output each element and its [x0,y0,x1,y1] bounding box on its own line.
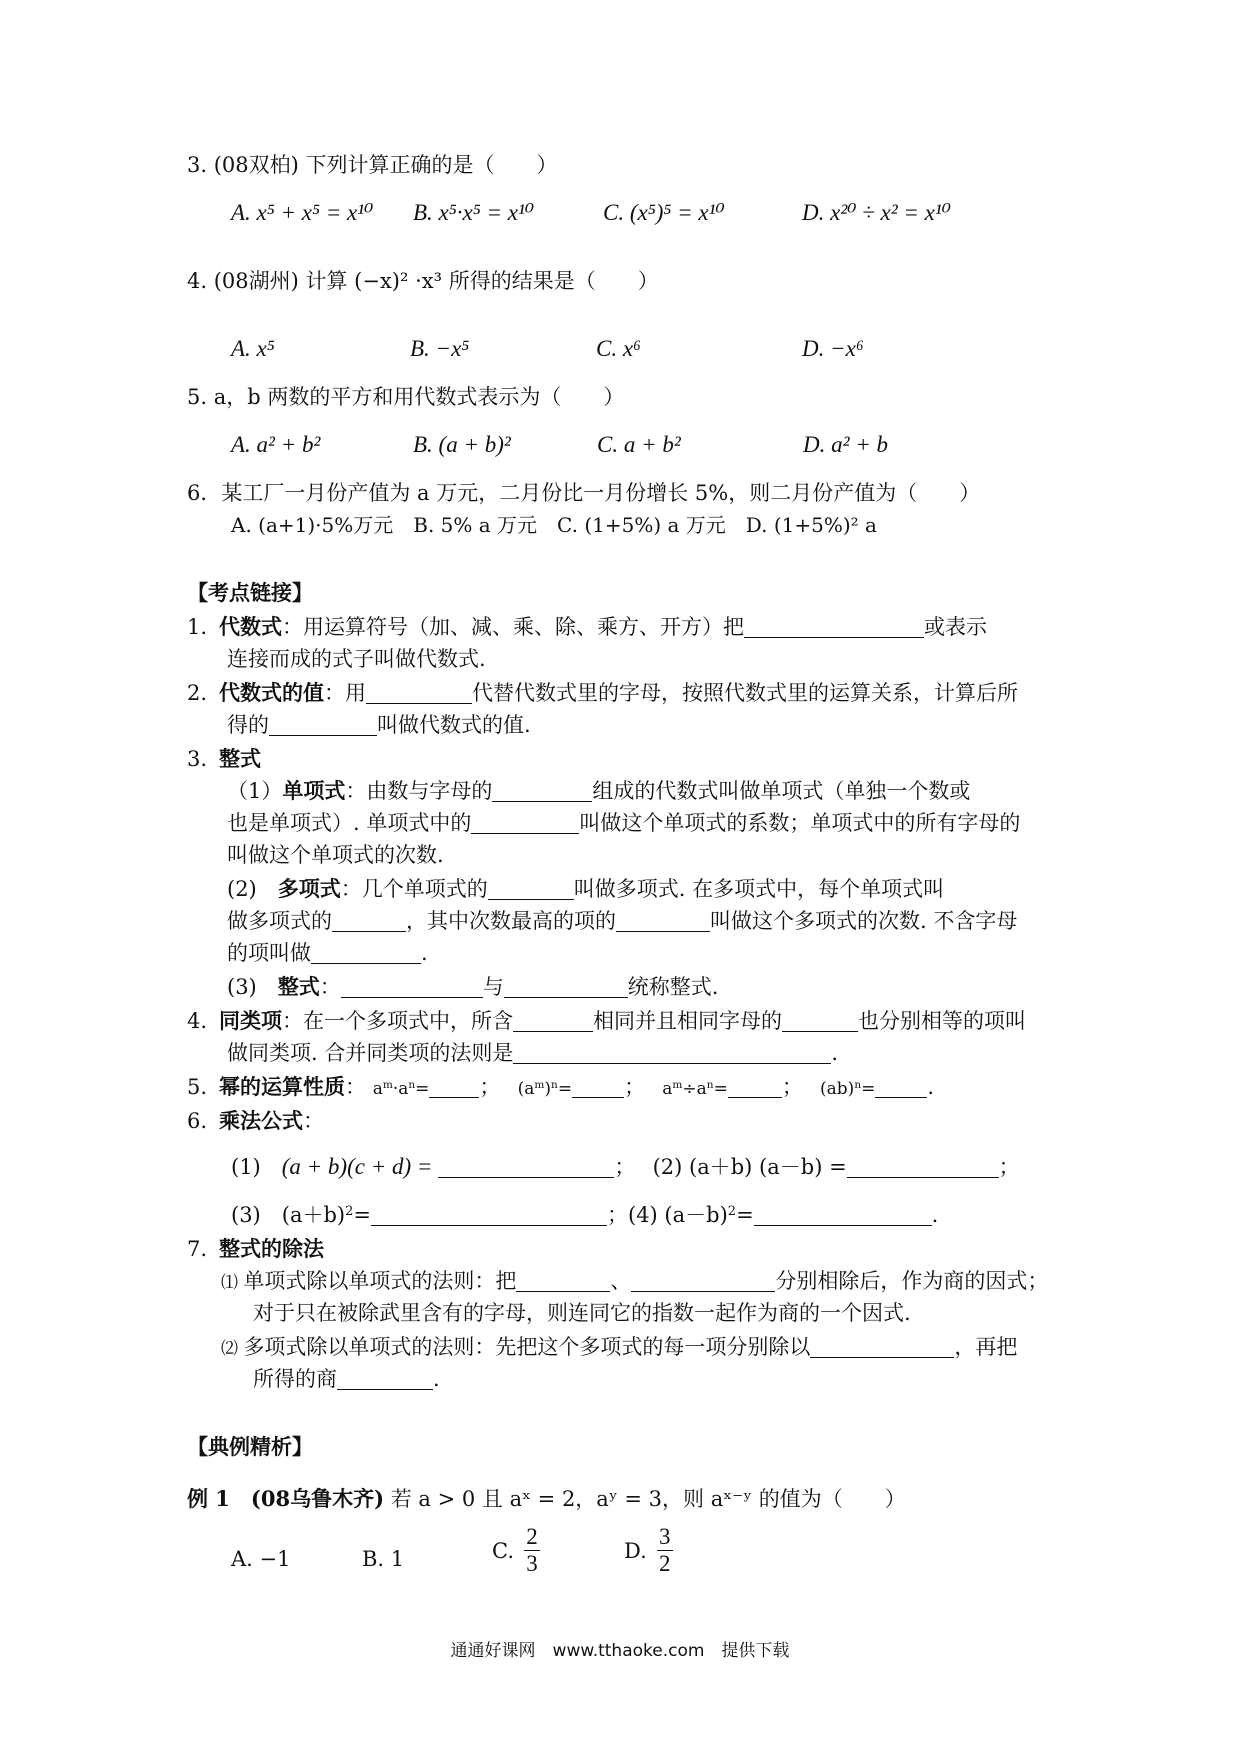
fill-blank[interactable] [513,1043,831,1064]
denominator: 2 [659,1551,671,1576]
text: 、 [610,1269,632,1293]
numerator: 3 [659,1524,671,1549]
kaodian-item-5: 5. 幂的运算性质： $a^m\cdot a^n=$ ； $(a^m)^n=$ ； $a^m\div a^n=$ ； (ab)$^n$= . [187,1074,935,1099]
text: ： [303,1109,324,1133]
fill-blank[interactable] [429,1077,479,1098]
fill-blank[interactable] [572,1077,624,1098]
text: 或表示 [924,615,987,639]
text: . [421,941,428,965]
q3-option-d: D. x²⁰ ÷ x² = x¹⁰ [802,200,952,225]
text: ； [479,1075,511,1099]
section-title-kaodian: 【考点链接】 [187,580,313,605]
text: 也是单项式）. 单项式中的 [227,811,472,835]
fill-blank[interactable] [471,813,579,834]
q4-option-d: D. −x⁶ [802,336,864,361]
text: ：在一个多项式中，所含 [282,1009,513,1033]
text: . [831,1041,839,1065]
power-rule-4: (ab)$^n$= [820,1079,876,1099]
fill-blank[interactable] [875,1077,927,1098]
page-footer: 通通好课网 www.tthaoke.com 提供下载 [450,1641,790,1661]
kaodian-item-1-cont: 连接而成的式子叫做代数式. [227,647,486,671]
fill-blank[interactable] [492,781,592,802]
fill-blank[interactable] [744,617,924,638]
kaodian-item-3-2-end [227,940,428,966]
text: ；(4) $(a-b)^2=$ [607,1203,754,1227]
text: ； [624,1075,656,1099]
term-label: 整式 [277,974,320,999]
text: 组成的代数式叫做单项式（单独一个数或 [592,779,971,803]
fill-blank[interactable] [371,1205,607,1226]
kaodian-item-3-2 [227,876,944,902]
text: 与 [482,975,504,999]
q3-option-c: C. (x⁵)⁵ = x¹⁰ [603,200,725,225]
text: 相同并且相同字母的 [593,1009,782,1033]
q3-option-b: B. x⁵·x⁵ = x¹⁰ [413,200,535,225]
q6-stem: 6．某工厂一月份产值为 a 万元，二月份比一月份增长 5%，则二月份产值为（ ） [187,481,981,505]
kaodian-item-2: 2. 代数式的值：用 代替代数式里的字母，按照代数式里的运算关系，计算后所 [187,680,1018,705]
q4-stem: 4. (08湖州) 计算 (−x)² ·x³ 所得的结果是（ ） [187,269,659,293]
text: ：由数与字母的 [345,779,493,803]
text: (3) $(a+b)^2=$ [231,1203,371,1227]
term-label: 乘法公式 [219,1108,303,1133]
text: . [927,1075,935,1099]
q5-option-d: D. a² + b [803,432,889,457]
q5-option-c: C. a + b² [597,432,681,457]
term-label: 幂的运算性质 [219,1074,345,1099]
multiply-formula-row-2 [231,1202,938,1228]
term-label: 单项式 [282,778,346,803]
power-rule-2: $(a^m)^n=$ [517,1079,573,1099]
fill-blank[interactable] [332,911,406,932]
option-letter: C. [492,1538,514,1563]
text: 单项式除以单项式的法则：把 [243,1269,517,1293]
example-1-option-d [624,1524,673,1577]
text: ： [345,1075,366,1099]
text: ，其中次数最高的项的 [406,909,616,933]
numerator: 2 [526,1524,538,1549]
text: ； (2) (a＋b) (a－b) = [614,1155,847,1179]
kaodian-item-3-1 [227,778,970,804]
fill-blank[interactable] [631,1271,775,1292]
text: (2) [227,877,278,901]
text: ，再把 [954,1335,1018,1359]
kaodian-item-3-1-end: 叫做这个单项式的次数. [227,843,444,867]
text: . [433,1367,440,1391]
example-1-option-a: A. −1 [231,1547,291,1571]
fill-blank[interactable] [366,683,472,704]
text: ：几个单项式的 [340,877,488,901]
term-label: 整式的除法 [219,1236,324,1261]
fraction [657,1524,673,1577]
fill-blank[interactable] [513,1011,593,1032]
fill-blank[interactable] [728,1077,782,1098]
q4-option-a: A. x⁵ [231,336,275,361]
fill-blank[interactable] [616,911,710,932]
kaodian-item-2-cont [227,712,531,738]
kaodian-item-7-1 [221,1268,1048,1296]
example-text: 若 a > 0 且 aˣ = 2，aʸ = 3，则 aˣ⁻ʸ 的值为（ ） [390,1487,906,1511]
q3-option-a: A. x⁵ + x⁵ = x¹⁰ [231,200,374,225]
fill-blank[interactable] [337,1369,433,1390]
kaodian-item-7: 7. 整式的除法 [187,1236,324,1261]
term-label: 代数式 [219,614,282,639]
text: 叫做多项式. 在多项式中，每个单项式叫 [573,877,945,901]
text: 统称整式. [627,975,719,999]
fill-blank[interactable] [782,1011,858,1032]
fill-blank[interactable] [810,1337,954,1358]
kaodian-item-7-2 [221,1334,1017,1362]
example-label: 例 1 (08乌鲁木齐) [187,1486,385,1511]
fill-blank[interactable] [341,977,483,998]
q5-option-b: B. (a + b)² [413,432,511,457]
multiply-formula-row-1 [231,1154,1020,1180]
text: ： [319,975,341,999]
fill-blank[interactable] [516,1271,610,1292]
term-label: 多项式 [277,876,341,901]
text: 得的 [227,713,269,737]
kaodian-item-3: 3. 整式 [187,746,261,771]
text: ⑴ [221,1273,244,1293]
kaodian-item-7-2-cont [253,1366,440,1392]
text: 做多项式的 [227,909,332,933]
text: 做同类项. 合并同类项的法则是 [227,1041,514,1065]
text: 叫做代数式的值. [377,713,531,737]
kaodian-item-3-1-cont [227,810,1020,836]
text: 也分别相等的项叫 [858,1009,1026,1033]
text: ； [998,1155,1020,1179]
text: ：用 [324,681,366,705]
q6-options: A. (a+1)·5%万元 B. 5% a 万元 C. (1+5%) a 万元 D. (1+5%)² a [231,513,877,537]
example-1 [187,1486,906,1512]
power-rule-3: $a^m\div a^n=$ [662,1079,728,1099]
text: . [931,1203,939,1227]
text: 的项叫做 [227,941,311,965]
text: (3) [227,975,278,999]
fill-blank[interactable] [269,715,377,736]
section-title-dianli: 【典例精析】 [187,1434,313,1459]
formula: (a + b)(c + d) = [281,1154,433,1179]
kaodian-item-4-cont [227,1040,838,1066]
q3-stem: 3. (08双柏) 下列计算正确的是（ ） [187,153,558,177]
example-1-option-b: B. 1 [362,1547,405,1571]
fill-blank[interactable] [847,1157,999,1178]
text: （1） [227,779,283,803]
q4-option-b: B. −x⁵ [410,336,470,361]
denominator: 3 [526,1551,538,1576]
kaodian-item-3-3 [227,974,718,1000]
text: 叫做这个多项式的次数. 不含字母 [710,909,1018,933]
text: ：用运算符号（加、减、乘、除、乘方、开方）把 [282,615,744,639]
q4-option-c: C. x⁶ [596,336,642,361]
power-rule-1: $a^m\cdot a^n=$ [372,1079,430,1099]
fraction [524,1524,540,1577]
term-label: 同类项 [219,1008,282,1033]
q5-stem: 5. a，b 两数的平方和用代数式表示为（ ） [187,385,625,409]
kaodian-item-1: 1. 代数式：用运算符号（加、减、乘、除、乘方、开方）把 或表示 [187,614,987,639]
kaodian-item-7-1-cont: 对于只在被除武里含有的字母，则连同它的指数一起作为商的一个因式. [253,1301,911,1325]
fill-blank[interactable] [488,879,574,900]
kaodian-item-4: 4. 同类项：在一个多项式中，所含 相同并且相同字母的 也分别相等的项叫 [187,1008,1026,1033]
text: (1) [231,1155,282,1179]
fill-blank[interactable] [311,943,421,964]
fill-blank[interactable] [504,977,628,998]
fill-blank[interactable] [754,1205,932,1226]
text: 叫做这个单项式的系数；单项式中的所有字母的 [579,811,1021,835]
text: ⑵ [221,1339,244,1359]
term-label: 代数式的值 [219,680,324,705]
text: 代替代数式里的字母，按照代数式里的运算关系，计算后所 [472,681,1018,705]
kaodian-item-6: 6. 乘法公式： [187,1108,324,1133]
text: 所得的商 [253,1367,337,1391]
text: 多项式除以单项式的法则：先把这个多项式的每一项分别除以 [243,1335,811,1359]
option-letter: D. [624,1538,647,1563]
text: 分别相除后，作为商的因式； [775,1269,1049,1293]
kaodian-item-3-2-cont [227,908,1017,934]
text: ； [781,1075,814,1099]
example-1-option-c [492,1524,540,1577]
term-label: 整式 [219,746,261,771]
q5-option-a: A. a² + b² [231,432,321,457]
fill-blank[interactable] [438,1157,614,1178]
